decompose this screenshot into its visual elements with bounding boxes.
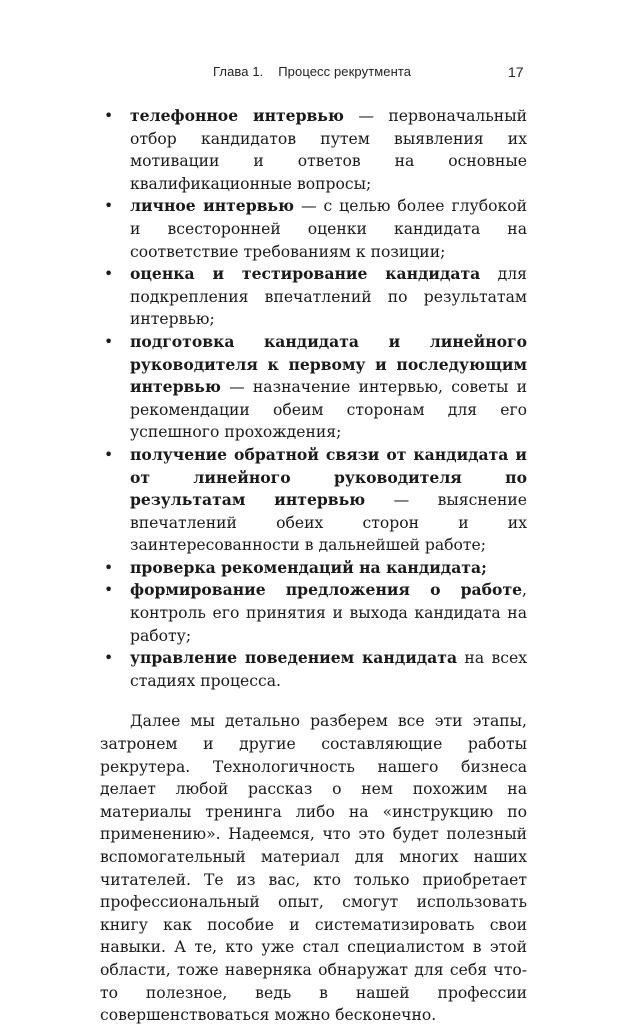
bullet-icon: • <box>104 581 114 600</box>
list-item-text: — назначение интервью, советы и рекомендации обеим сторонам для его успешного прохождения; <box>130 378 527 442</box>
bullet-icon: • <box>104 265 114 284</box>
list-item-term: оценка и тестирование кандидата <box>130 264 481 284</box>
list-item-term: подготовка кандидата и линейного руководителя к первому и последующим интервью <box>130 331 527 397</box>
list-item <box>100 195 527 263</box>
list-item <box>100 579 527 647</box>
list-item <box>100 444 527 557</box>
list-item-text: — выяснение впечатлений обеих сторон и их заинтересованности в дальнейшей работе; <box>130 491 528 555</box>
list-item-term: проверка рекомендаций на кандидата; <box>130 557 487 577</box>
list-item <box>100 331 527 444</box>
list-item <box>100 647 527 692</box>
bullet-icon: • <box>104 649 114 668</box>
list-item-text: на всех стадиях процесса. <box>130 649 528 690</box>
bullet-icon: • <box>104 332 114 351</box>
list-item <box>100 263 527 331</box>
page-body <box>100 105 527 1027</box>
chapter-title: Глава 1. Процесс рекрутмента <box>213 64 412 79</box>
list-item-term: управление поведением кандидата <box>130 648 458 668</box>
process-steps-list <box>100 105 527 692</box>
body-paragraph: Далее мы детально разберем все эти этапы, затронем и другие составляющие работы рекрутера. Технологичность нашего бизнеса делает любой рассказ о нем похожим на материалы тренинга либо на «инструкцию по применению». Надеемся, что это будет полезный вспомогательный материал для многих наших читателей. Те из вас, кто только приобретает профессиональный опыт, смогут использовать книгу как пособие и систематизировать свои навыки. А те, кто уже стал специалистом в этой области, тоже наверняка обнаружат для себя что-то полезное, ведь в нашей профессии совершенствоваться можно бесконечно. <box>100 712 527 1025</box>
list-item-term: получение обратной связи от кандидата и от линейного руководителя по результатам интервью <box>130 444 527 510</box>
bullet-icon: • <box>104 197 114 216</box>
bullet-icon: • <box>104 445 114 464</box>
list-item <box>100 557 527 580</box>
list-item-text: для подкрепления впечатлений по результатам интервью; <box>130 265 527 329</box>
list-item <box>100 105 527 195</box>
running-header <box>0 64 619 84</box>
list-item-term: личное интервью <box>130 196 295 216</box>
list-item-term: формирование предложения о работе <box>130 580 523 600</box>
list-item-text: , контроль его принятия и выхода кандидата на работу; <box>130 581 527 645</box>
list-item-term: телефонное интервью <box>130 106 344 125</box>
page-number: 17 <box>508 64 524 80</box>
bullet-icon: • <box>104 558 114 577</box>
list-item-text: — первоначальный отбор кандидатов путем выявления их мотивации и ответов на основные квалификационные вопросы; <box>130 107 527 193</box>
list-item-text: — с целью более глубокой и всесторонней оценки кандидата на соответствие требованиям к позиции; <box>130 197 527 261</box>
bullet-icon: • <box>104 107 114 125</box>
